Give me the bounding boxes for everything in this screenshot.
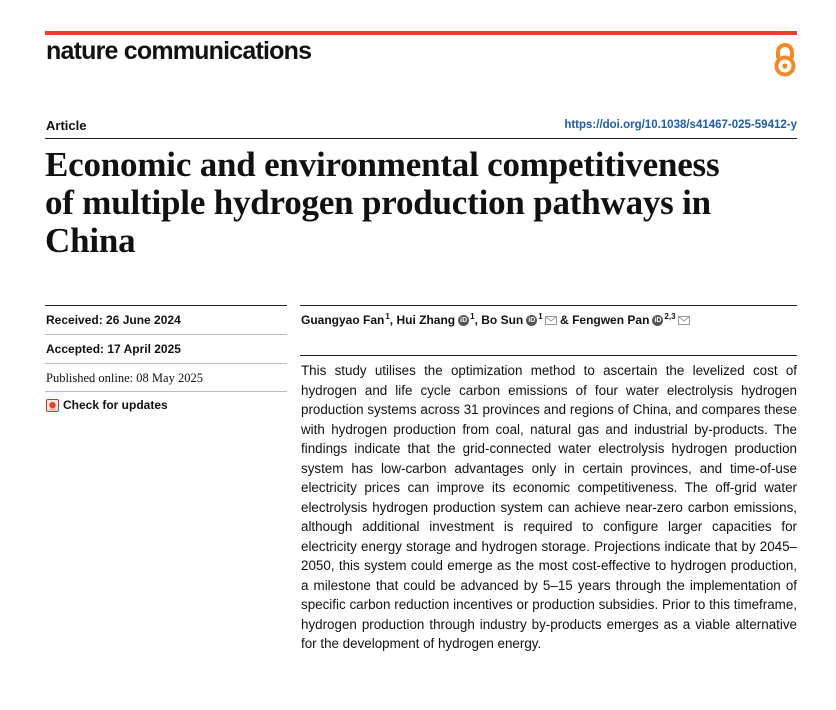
- author-affiliation: 1: [538, 311, 543, 321]
- author-affiliation: 2,3: [664, 311, 676, 321]
- check-for-updates-label: Check for updates: [63, 398, 168, 412]
- author-affiliation: 1: [385, 311, 390, 321]
- check-for-updates-icon: [46, 399, 59, 412]
- author-affiliation: 1: [470, 311, 475, 321]
- check-for-updates-button[interactable]: [46, 398, 168, 412]
- author-separator: ,: [389, 313, 397, 327]
- journal-accent-bar: [45, 31, 797, 35]
- author-list: [301, 313, 690, 327]
- journal-name[interactable]: nature communications: [46, 37, 312, 65]
- meta-separator: [45, 391, 287, 392]
- author-name[interactable]: Guangyao Fan: [301, 313, 385, 327]
- author-name[interactable]: Hui Zhang: [396, 313, 456, 327]
- published-date: Published online: 08 May 2025: [46, 371, 203, 385]
- header-divider: [45, 138, 797, 139]
- open-access-icon[interactable]: [771, 42, 799, 78]
- orcid-icon[interactable]: iD: [654, 316, 662, 324]
- email-icon[interactable]: [545, 316, 557, 325]
- article-title: Economic and environmental competitiveness of multiple hydrogen production pathways in China: [45, 145, 720, 260]
- abstract-text: This study utilises the optimization method to ascertain the levelized cost of hydrogen and life cycle carbon emissions of four water electrolysis hydrogen production systems across 31 provinces and regions of China, and compares these with hydrogen production from coal, natural gas and industrial by-products. The findings indicate that the grid-connected water electrolysis hydrogen production system has low-carbon advantages only in certain provinces, and time-of-use electricity prices can improve its economic competitiveness. The off-grid water electrolysis hydrogen production system can achieve near-zero carbon emissions, although additional investment is required to configure larger capacities for electricity energy storage and hydrogen storage. Projections indicate that by 2045–2050, this system could emerge as the most cost-effective to hydrogen production, a milestone that could be advanced by 5–15 years through the implementation of specific carbon reduction incentives or production subsidies. Prior to this timeframe, hydrogen production through industry by-products emerges as a viable alternative for the development of hydrogen energy.: [301, 363, 797, 651]
- author-separator: ,: [474, 313, 482, 327]
- author-separator: &: [556, 313, 573, 327]
- meta-separator: [45, 334, 287, 335]
- orcid-icon[interactable]: iD: [528, 316, 536, 324]
- accepted-date: Accepted: 17 April 2025: [46, 342, 181, 356]
- author-name[interactable]: Bo Sun: [481, 313, 524, 327]
- doi-link[interactable]: https://doi.org/10.1038/s41467-025-59412-y: [564, 119, 797, 131]
- authors-divider: [300, 305, 797, 306]
- orcid-icon[interactable]: iD: [460, 316, 468, 324]
- email-icon[interactable]: [678, 316, 690, 325]
- author-name[interactable]: Fengwen Pan: [572, 313, 650, 327]
- dates-divider: [45, 305, 287, 306]
- article-type-label: Article: [46, 118, 87, 133]
- received-date: Received: 26 June 2024: [46, 313, 181, 327]
- meta-separator: [45, 363, 287, 364]
- abstract-divider: [300, 355, 797, 356]
